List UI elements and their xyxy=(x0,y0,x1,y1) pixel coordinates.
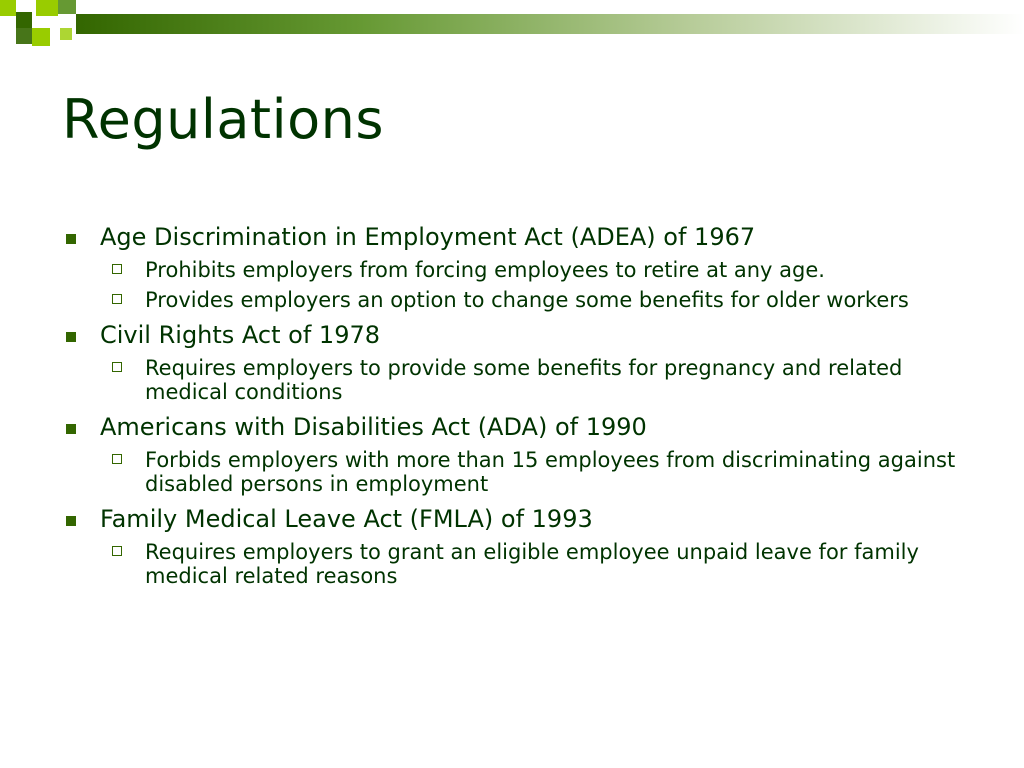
hollow-square-bullet-icon xyxy=(112,454,122,464)
sub-bullet-text: Requires employers to grant an eligible employee unpaid leave for family medical related reasons xyxy=(145,540,919,588)
sub-bullet-item xyxy=(64,540,984,588)
square-bullet-icon xyxy=(66,424,76,434)
sub-bullet-item xyxy=(64,448,984,496)
hollow-square-bullet-icon xyxy=(112,546,122,556)
decor-square xyxy=(0,0,16,16)
decor-square xyxy=(32,28,50,46)
bullet-list xyxy=(64,222,984,588)
hollow-square-bullet-icon xyxy=(112,264,122,274)
square-bullet-icon xyxy=(66,234,76,244)
decor-square xyxy=(58,0,76,14)
hollow-square-bullet-icon xyxy=(112,362,122,372)
hollow-square-bullet-icon xyxy=(112,294,122,304)
decor-square xyxy=(36,0,58,16)
sub-bullet-item xyxy=(64,356,984,404)
square-bullet-icon xyxy=(66,332,76,342)
sub-bullet-text: Provides employers an option to change some benefits for older workers xyxy=(145,288,909,312)
slide-title: Regulations xyxy=(62,88,384,151)
sub-bullet-text: Prohibits employers from forcing employees to retire at any age. xyxy=(145,258,825,282)
header-gradient-bar xyxy=(76,14,1024,34)
square-bullet-icon xyxy=(66,516,76,526)
decor-square xyxy=(16,28,32,44)
bullet-item xyxy=(64,412,984,442)
bullet-text: Civil Rights Act of 1978 xyxy=(100,321,380,349)
sub-bullet-text: Requires employers to provide some benefits for pregnancy and related medical conditions xyxy=(145,356,903,404)
sub-bullet-text: Forbids employers with more than 15 employees from discriminating against disabled persons in employment xyxy=(145,448,956,496)
bullet-text: Age Discrimination in Employment Act (ADEA) of 1967 xyxy=(100,223,756,251)
bullet-text: Family Medical Leave Act (FMLA) of 1993 xyxy=(100,505,593,533)
bullet-item xyxy=(64,504,984,534)
decor-square xyxy=(60,28,72,40)
bullet-item xyxy=(64,222,984,252)
sub-bullet-item xyxy=(64,288,984,312)
bullet-item xyxy=(64,320,984,350)
bullet-text: Americans with Disabilities Act (ADA) of 1990 xyxy=(100,413,647,441)
decor-square xyxy=(16,12,32,28)
sub-bullet-item xyxy=(64,258,984,282)
